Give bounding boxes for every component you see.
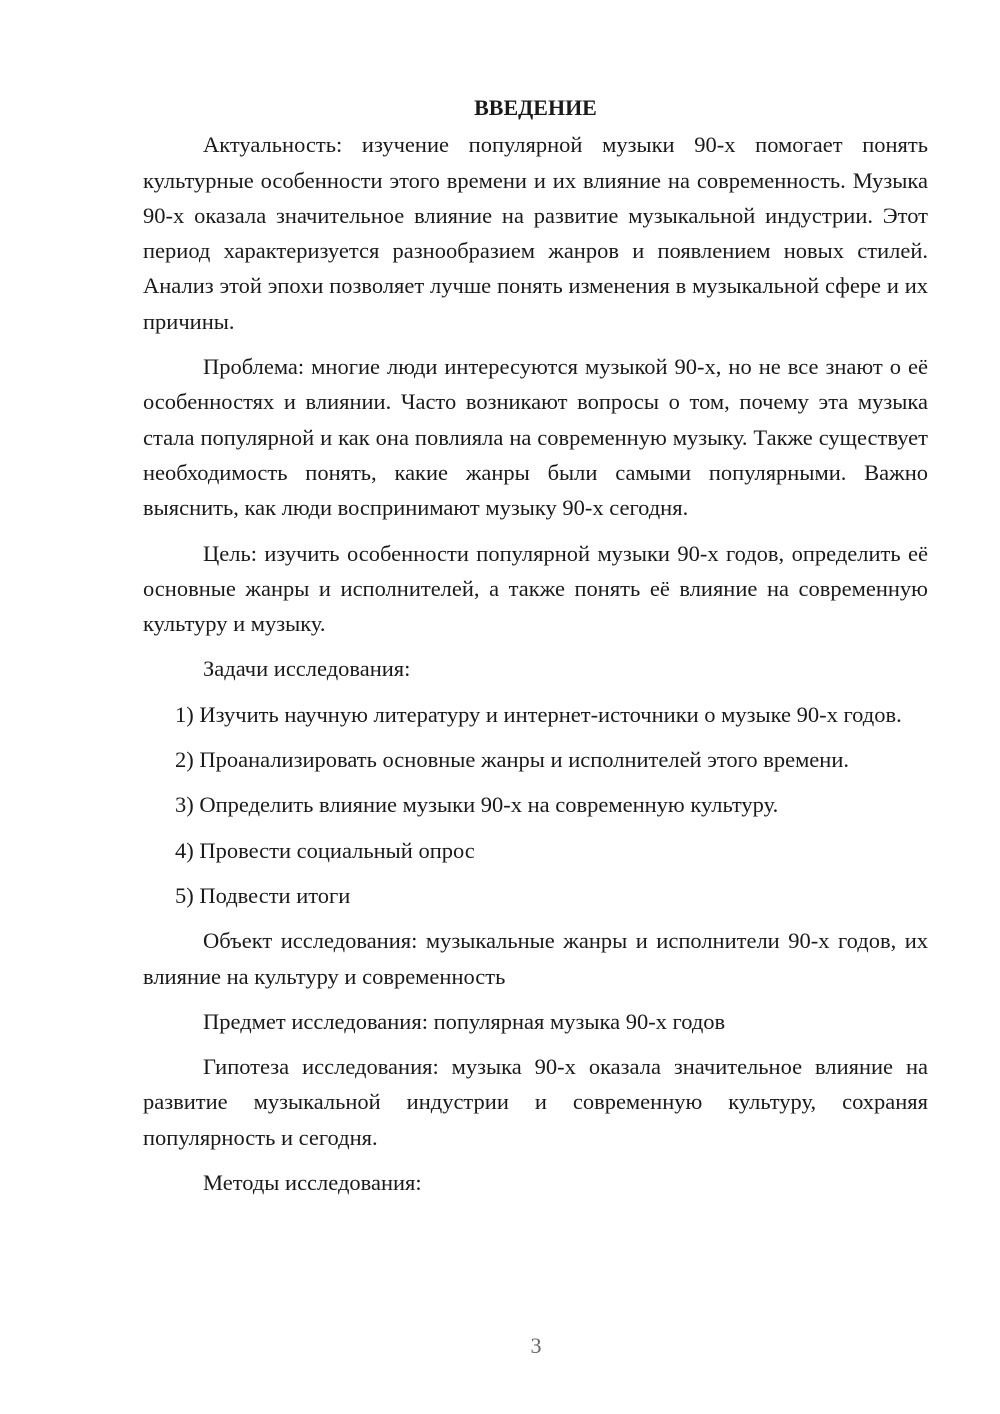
page-number: 3 (530, 1333, 542, 1358)
page-content (143, 90, 928, 1210)
object-paragraph: Объект исследования: музыкальные жанры и исполнители 90-х годов, их влияние на культуру и современность (143, 928, 928, 989)
task-item-2: 2) Проанализировать основные жанры и исполнителей этого времени. (175, 747, 850, 773)
relevance-paragraph: Актуальность: изучение популярной музыки 90-х помогает понять культурные особенности этого времени и их влияние на современность. Музыка 90-х оказала значительное влияние на развитие музыкальной индустрии. Этот период характеризуется разнообразием жанров и появлением новых стилей. Анализ этой эпохи позволяет лучше понять изменения в музыкальной сфере и их причины. (143, 132, 928, 334)
hypothesis-paragraph: Гипотеза исследования: музыка 90-х оказала значительное влияние на развитие музыкальной индустрии и современную культуру, сохраняя популярность и сегодня. (143, 1054, 928, 1150)
methods-heading: Методы исследования: (203, 1170, 422, 1196)
goal-paragraph: Цель: изучить особенности популярной музыки 90-х годов, определить её основные жанры и исполнителей, а также понять её влияние на современную культуру и музыку. (143, 540, 928, 637)
subject-paragraph: Предмет исследования: популярная музыка 90-х годов (203, 1008, 726, 1034)
task-item-4: 4) Провести социальный опрос (175, 837, 475, 863)
tasks-heading: Задачи исследования: (203, 656, 411, 682)
task-item-1: 1) Изучить научную литературу и интернет-источники о музыке 90-х годов. (175, 701, 902, 727)
task-item-3: 3) Определить влияние музыки 90-х на современную культуру. (175, 792, 779, 818)
task-item-5: 5) Подвести итоги (175, 882, 351, 908)
problem-paragraph: Проблема: многие люди интересуются музыкой 90-х, но не все знают о её особенностях и влиянии. Часто возникают вопросы о том, почему эта музыка стала популярной и как она повлияла на современную музыку. Также существует необходимость понять, какие жанры были самыми популярными. Важно выяснить, как люди воспринимают музыку 90-х сегодня. (143, 354, 928, 521)
section-title: ВВЕДЕНИЕ (474, 95, 597, 120)
